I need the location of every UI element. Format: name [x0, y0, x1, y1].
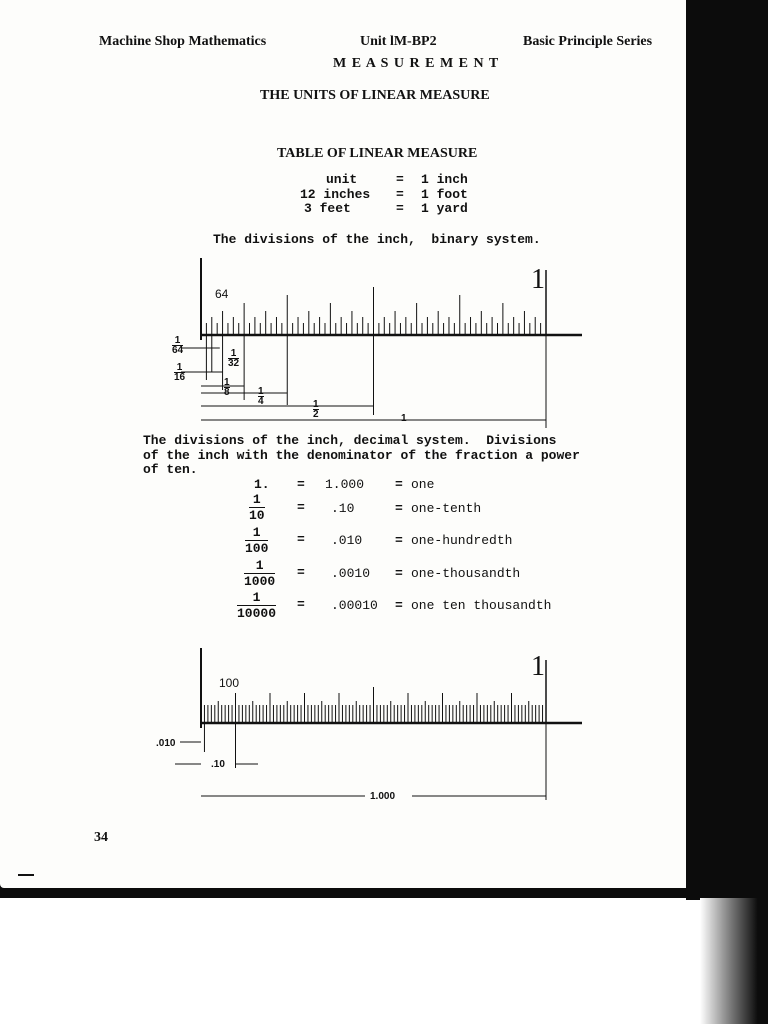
decimal-ruler-end-label: 1: [531, 651, 545, 682]
scan-shadow-bottom-right: [700, 898, 768, 1024]
dim-label-010: .010: [156, 738, 176, 749]
scan-mark: [18, 874, 34, 876]
table-row-eq: =: [396, 201, 404, 216]
decimal-ruler-ticks: [204, 687, 542, 723]
decimal-row-word: one-hundredth: [411, 533, 513, 548]
decimal-row-eq: =: [395, 477, 403, 492]
header-left: Machine Shop Mathematics: [99, 34, 267, 49]
dim-label-1000: 1.000: [370, 791, 396, 802]
decimal-row-word: one-tenth: [411, 501, 482, 516]
decimal-row-value: .0010: [331, 566, 371, 581]
binary-ruler-ticks: [206, 287, 540, 335]
decimal-row-value: .10: [331, 501, 355, 516]
fraction-1-1000: 1 1000: [244, 558, 276, 589]
table-row-right: 1 foot: [421, 187, 468, 202]
section-title: M E A S U R E M E N T: [333, 56, 500, 71]
decimal-row-word: one ten thousandth: [411, 598, 552, 613]
decimal-row-eq: =: [297, 500, 305, 515]
page-subtitle: THE UNITS OF LINEAR MEASURE: [260, 88, 490, 103]
decimal-row-fraction: 1.: [254, 477, 270, 492]
decimal-row-eq: =: [395, 501, 403, 516]
decimal-row-value: .010: [331, 533, 363, 548]
table-title: TABLE OF LINEAR MEASURE: [277, 146, 478, 161]
whole-inch-label: 1: [401, 413, 407, 424]
decimal-row-eq: =: [297, 532, 305, 547]
decimal-dimension-lines: [175, 723, 546, 800]
fraction-1-8: 1 8: [224, 377, 230, 398]
table-row-eq: =: [396, 172, 404, 187]
fraction-1-100: 1 100: [245, 525, 269, 556]
decimal-row-eq: =: [297, 597, 305, 612]
dim-label-10: .10: [211, 759, 225, 770]
decimal-row-eq: =: [297, 477, 305, 492]
decimal-caption-line: The divisions of the inch, decimal system. Divisions: [143, 433, 557, 448]
binary-ruler-diagram: [0, 250, 686, 430]
table-row-left: 3 feet: [304, 201, 351, 216]
decimal-caption-line: of the inch with the denominator of the fraction a power: [143, 448, 580, 463]
fraction-1-2: 1 2: [313, 399, 319, 420]
decimal-row-eq: =: [395, 533, 403, 548]
fraction-1-10000: 1 10000: [237, 590, 277, 621]
header-right: Basic Principle Series: [523, 34, 653, 49]
decimal-row-value: .00010: [331, 598, 378, 613]
decimal-ruler-diagram: [0, 640, 686, 810]
header-center: Unit lM-BP2: [360, 34, 437, 49]
decimal-row-eq: =: [395, 566, 403, 581]
decimal-row-eq: =: [297, 565, 305, 580]
fraction-1-16: 1 16: [174, 362, 186, 383]
binary-caption: The divisions of the inch, binary system.: [213, 232, 541, 247]
fraction-1-4: 1 4: [258, 386, 264, 407]
fraction-1-10: 1 10: [249, 492, 265, 523]
fraction-1-32: 1 32: [228, 348, 240, 369]
decimal-ruler-label-100: 100: [219, 676, 240, 690]
fraction-1-64: 1 64: [172, 335, 184, 356]
table-row-left: unit: [326, 172, 358, 187]
scan-border-right: [686, 0, 768, 900]
decimal-row-word: one-thousandth: [411, 566, 521, 581]
decimal-row-value: 1.000: [325, 477, 365, 492]
binary-ruler-label-64: 64: [215, 287, 229, 301]
table-row-eq: =: [396, 187, 404, 202]
decimal-row-word: one: [411, 477, 435, 492]
table-row-right: 1 yard: [421, 201, 468, 216]
decimal-caption-line: of ten.: [143, 462, 198, 477]
table-row-right: 1 inch: [421, 172, 468, 187]
table-row-left: 12 inches: [300, 187, 371, 202]
binary-ruler-end-label: 1: [531, 264, 545, 295]
decimal-row-eq: =: [395, 598, 403, 613]
page-number: 34: [94, 830, 108, 845]
